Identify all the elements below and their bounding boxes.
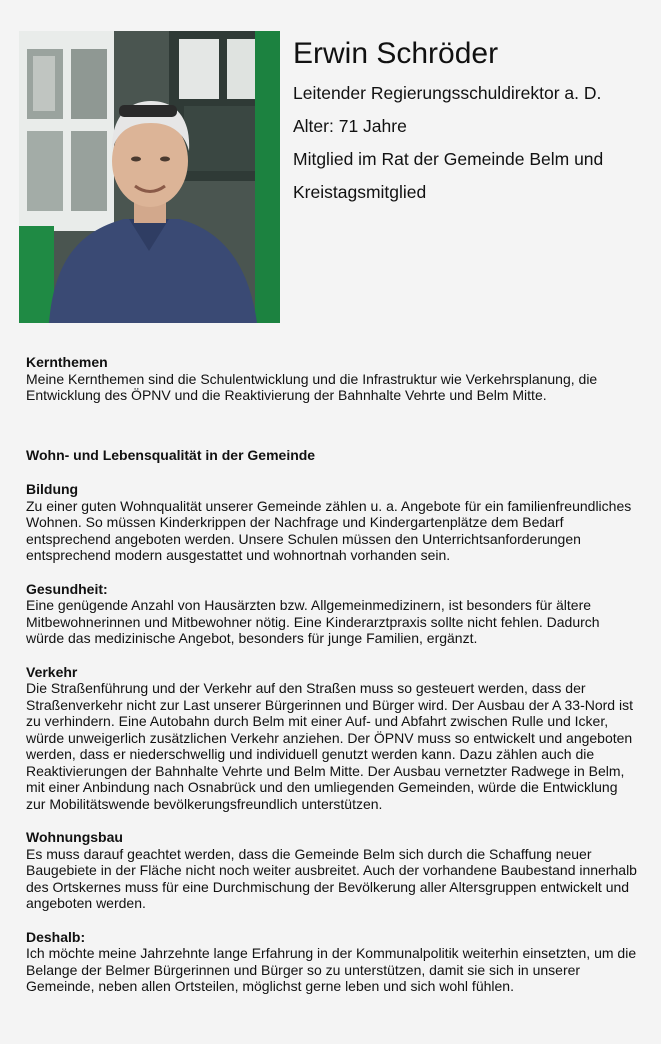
profile-position: Leitender Regierungsschuldirektor a. D. — [293, 83, 602, 103]
section-text: Zu einer guten Wohnqualität unserer Gemeinde zählen u. a. Angebote für ein familienfreundliches Wohnen. So müssen Kinderkrippen der Nachfrage und Kindergartenplätze dem Bedarf entsprechend angeboten werden. Unsere Schulen müssen den Unterrichtsanforderungen entsprechend modern ausgestattet und wohnortnah vorhanden sein. — [26, 497, 632, 563]
intro-text: Meine Kernthemen sind die Schulentwicklung und die Infrastruktur wie Verkehrsplanung, die Entwicklung des ÖPNV und die Reaktivierung der Bahnhalte Vehrte und Belm Mitte. — [26, 370, 598, 403]
section-title: Wohnungsbau — [26, 829, 123, 845]
profile-membership: Mitglied im Rat der Gemeinde Belm und — [293, 149, 604, 169]
intro-section — [26, 354, 638, 404]
section-text: Ich möchte meine Jahrzehnte lange Erfahrung in der Kommunalpolitik weiterhin einsetzten, um die Belange der Belmer Bürgerinnen und Bürger so zu unterstützen, damit sie sich in unserer Gemeinde, neben allen Ortsteilen, möglichst gerne leben und sich wohl fühlen. — [26, 945, 637, 994]
section-text: Die Straßenführung und der Verkehr auf den Straßen muss so gesteuert werden, dass der Straßenverkehr nicht zur Last unserer Bürgerinnen und Bürger wird. Der Ausbau der A 33-Nord ist zu verhindern. Eine Autobahn durch Belm mit einer Auf- und Abfahrt zwischen Rulle und Icker, würde unweigerlich zusätzlichen Verkehr anziehen. Der ÖPNV muss so entwickelt und angeboten werden, dass er niederschwellig und individuell genutzt werden kann. Dazu zählen auch die Reaktivierungen der Bahnhalte Vehrte und Belm Mitte. Der Ausbau vernetzter Radwege in Belm, mit einer Anbindung nach Osnabrück und den umliegenden Gemeinden, würde die Entwicklung zur Mobilitätswende bevölkerungsfreundlich unterstützen. — [26, 680, 633, 812]
intro-title: Kernthemen — [26, 354, 108, 370]
profile-membership-cont: Kreistagsmitglied — [293, 182, 427, 202]
profile-age: Alter: 71 Jahre — [293, 116, 407, 136]
section-title: Gesundheit: — [26, 580, 108, 597]
profile-header — [19, 31, 649, 323]
section-gesundheit — [26, 581, 638, 647]
section-title: Deshalb: — [26, 928, 86, 945]
section-text: Es muss darauf geachtet werden, dass die Gemeinde Belm sich durch die Schaffung neuer Baugebiete in der Fläche nicht noch weiter ausbreitet. Auch der vorhandene Baubestand innerhalb des Ortskernes muss für eine Durchmischung der Bevölkerung aller Altersgruppen entwickelt und angeboten werden. — [26, 845, 637, 911]
main-content — [26, 354, 638, 995]
section-text: Eine genügende Anzahl von Hausärzten bzw. Allgemeinmedizinern, ist besonders für ältere Mitbewohnerinnen und Mitbewohner nötig. Eine Kinderarztpraxis sollte nicht fehlen. Dadurch würde das medizinische Angebot, besonders für junge Familien, ergänzt. — [26, 597, 600, 646]
section-title: Verkehr — [26, 663, 78, 680]
profile-info — [293, 31, 649, 209]
section-bildung — [26, 481, 638, 564]
person-name: Erwin Schröder — [293, 37, 499, 70]
portrait-photo — [19, 31, 280, 323]
section-wohnungsbau — [26, 829, 638, 912]
section-deshalb — [26, 929, 638, 995]
quality-headline: Wohn- und Lebensqualität in der Gemeinde — [26, 446, 316, 463]
section-verkehr — [26, 664, 638, 813]
section-title: Bildung — [26, 481, 79, 497]
